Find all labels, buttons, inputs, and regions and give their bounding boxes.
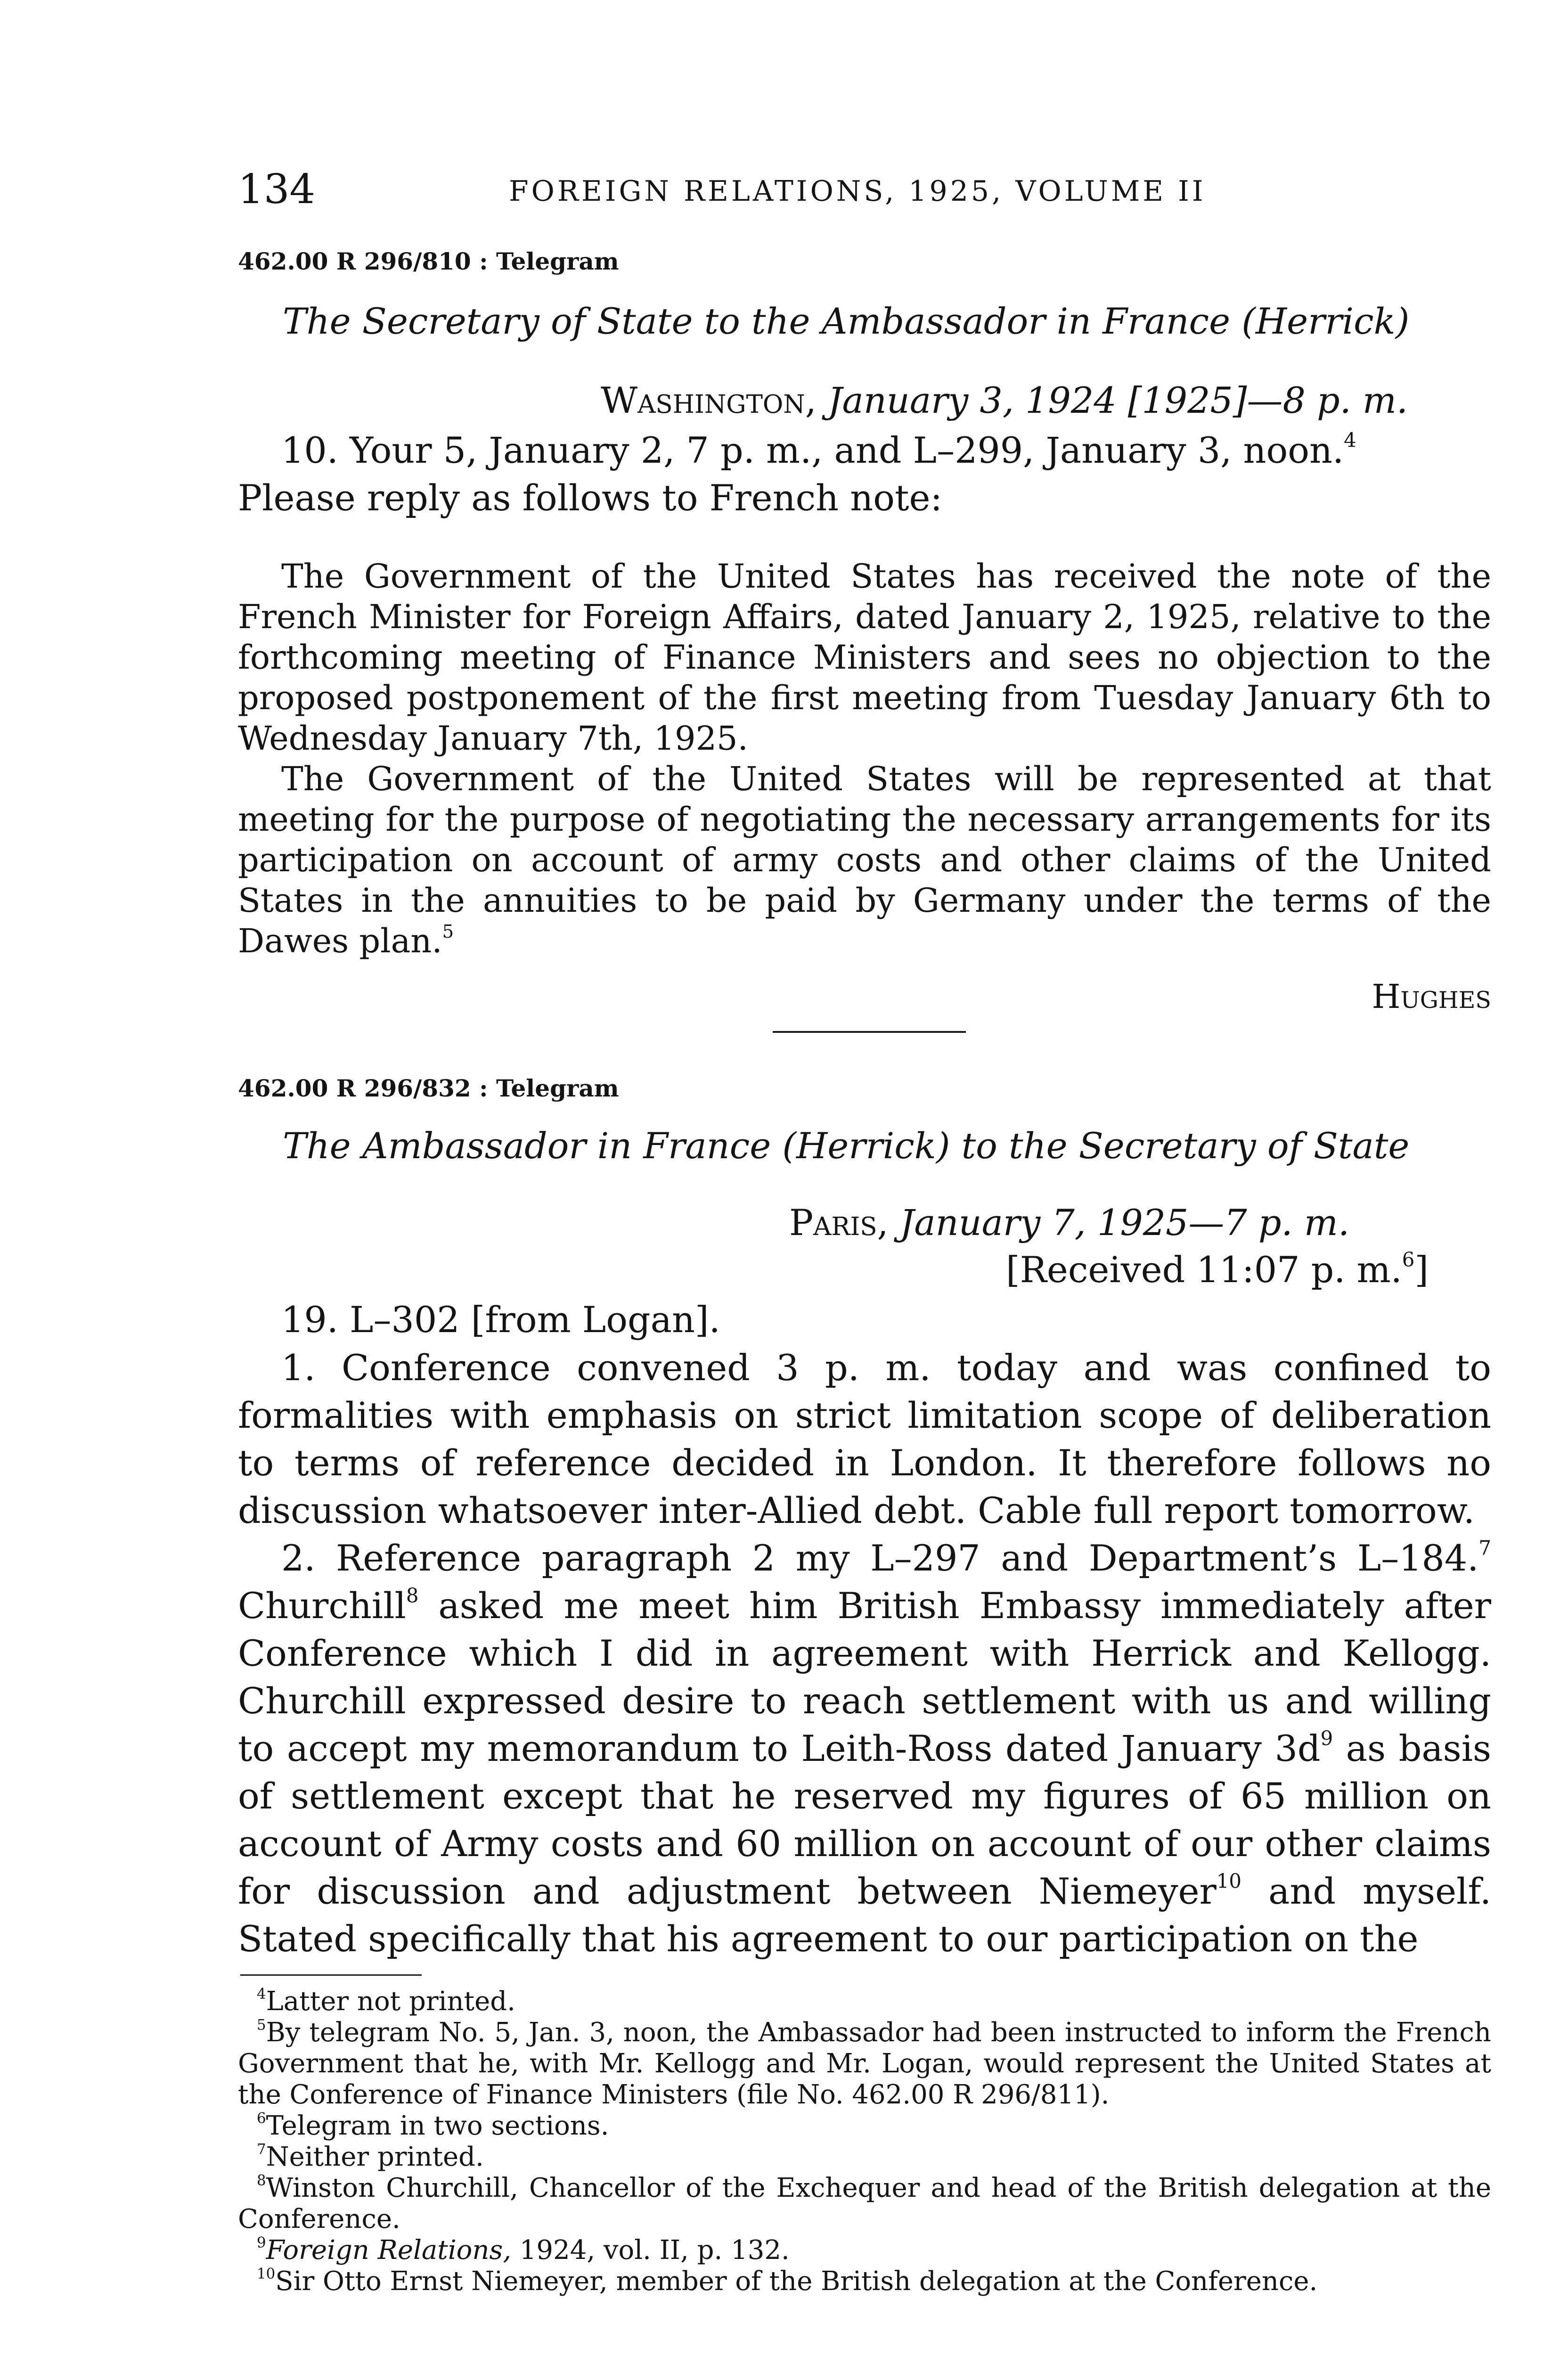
dateline-date: January 3, 1924 [1925]—8 p. m. bbox=[828, 379, 1408, 421]
footnote-ref: 7 bbox=[1478, 1536, 1491, 1560]
footnote-ref: 9 bbox=[1320, 1726, 1333, 1750]
page-number: 134 bbox=[238, 166, 316, 213]
footnote-ref: 8 bbox=[406, 1584, 419, 1607]
telegram-body bbox=[238, 426, 1491, 522]
dateline bbox=[789, 1199, 1496, 1246]
footnote: $^7$Neither printed. bbox=[257, 2141, 484, 2172]
quote-paragraph: The Government of the United States will be represented at that meeting for the purpose of negotiating the necessary arrangements for its participation on account of army costs and other claims of the United States in the annuities to be paid by Germany under the terms of the Dawes plan.$^5$ bbox=[238, 760, 1491, 960]
body-paragraph: 10. Your 5, January 2, 7 p. m., and L–299, January 3, noon.$^4$ bbox=[281, 428, 1356, 471]
body-paragraph: 2. Reference paragraph 2 my L–297 and Department’s L–184.$^7$ Churchill$^8$ asked me meet him British Embassy immediately after Conference which I did in agreement with Herrick and Kellogg. Churchill expressed desire to reach settlement with us and willing to accept my memorandum to Leith-Ross dated January $3d^9$ as basis of settlement except that he reserved my figures of 65 million on account of Army costs and 60 million on account of our other claims for discussion and adjustment between Niemeyer$^{10}$ and myself. Stated specifically that his agreement to our participation on the bbox=[238, 1536, 1492, 1960]
footnote-ref: 10 bbox=[1216, 1869, 1242, 1893]
quoted-note bbox=[238, 556, 1491, 961]
footnote-ref: 6 bbox=[1402, 1248, 1415, 1271]
section-divider bbox=[773, 1031, 966, 1033]
reference-line: 19. L–302 [from Logan]. bbox=[281, 1299, 720, 1341]
body-paragraph: 1. Conference convened 3 p. m. today and was confined to formalities with emphasis on strict limitation scope of deliberation to terms of reference decided in London. It therefore follows no discussion whatsoever inter-Allied debt. Cable full report tomorrow. bbox=[238, 1347, 1491, 1531]
page-header bbox=[238, 166, 1491, 222]
dateline-date: January 7, 1925—7 p. m. bbox=[899, 1202, 1350, 1243]
footnote-ref: 5 bbox=[442, 921, 454, 943]
dateline-place: Washington, bbox=[601, 379, 817, 421]
footnote: $^6$Telegram in two sections. bbox=[257, 2110, 609, 2141]
signature: Hughes bbox=[1372, 977, 1491, 1016]
running-head: FOREIGN RELATIONS, 1925, VOLUME II bbox=[509, 175, 1206, 208]
footnotes bbox=[238, 1986, 1491, 2297]
document-title: The Secretary of State to the Ambassador in France (Herrick) bbox=[283, 300, 1410, 342]
footnote: $^9$Foreign Relations, 1924, vol. II, p. 132. bbox=[257, 2234, 790, 2266]
file-reference: 462.00 R 296/832 : Telegram bbox=[238, 1074, 619, 1102]
dateline bbox=[601, 377, 1496, 424]
document-title: The Ambassador in France (Herrick) to the Secretary of State bbox=[283, 1125, 1410, 1167]
footnote: $^{10}$Sir Otto Ernst Niemeyer, member of the British delegation at the Conference. bbox=[257, 2265, 1318, 2297]
footnote-ref: 4 bbox=[1344, 428, 1356, 452]
dateline-place: Paris, bbox=[789, 1202, 889, 1243]
received-line: [Received 11:07 p. m.$^6$] bbox=[1006, 1248, 1429, 1291]
footnote: $^4$Latter not printed. bbox=[257, 1985, 515, 2017]
footnote: $^8$Winston Churchill, Chancellor of the Exchequer and head of the British delegation at the Conference. bbox=[238, 2172, 1491, 2234]
telegram-body bbox=[238, 1344, 1491, 1963]
body-paragraph: Please reply as follows to French note: bbox=[238, 477, 943, 519]
quote-paragraph: The Government of the United States has received the note of the French Minister for Foreign Affairs, dated January 2, 1925, relative to the forthcoming meeting of Finance Ministers and sees no objection to the proposed postponement of the first meeting from Tuesday January 6th to Wednesday January 7th, 1925. bbox=[238, 557, 1491, 758]
footnote: $^5$By telegram No. 5, Jan. 3, noon, the Ambassador had been instructed to inform the French Government that he, with Mr. Kellogg and Mr. Logan, would represent the United States at the Conference of Finance Ministers (file No. 462.00 R 296/811). bbox=[238, 2016, 1491, 2110]
file-reference: 462.00 R 296/810 : Telegram bbox=[238, 247, 619, 275]
footnote-rule bbox=[240, 1974, 422, 1976]
